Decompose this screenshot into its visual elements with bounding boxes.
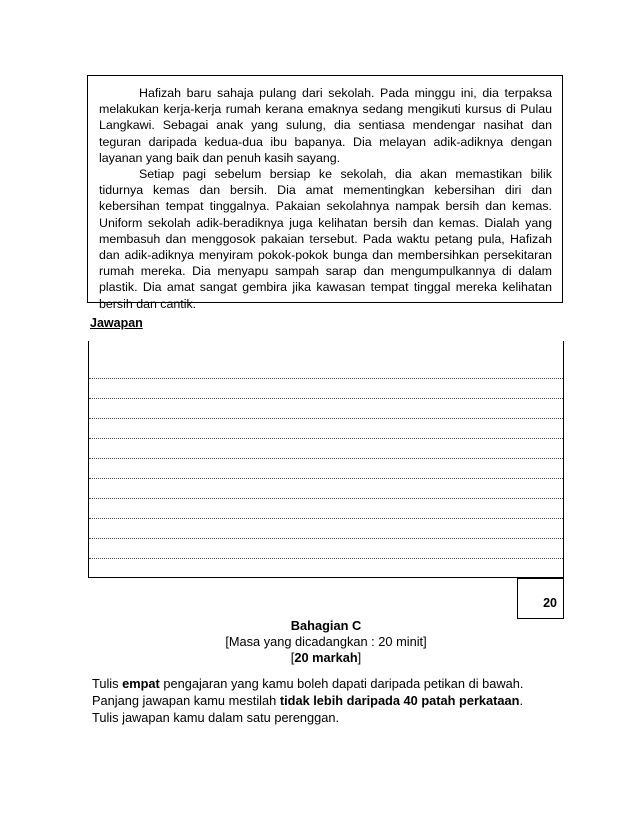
answer-line xyxy=(89,458,563,459)
section-marks-open: [ xyxy=(290,650,295,665)
section-marks-close: ] xyxy=(357,650,362,665)
answer-line xyxy=(89,418,563,419)
answer-line xyxy=(89,498,563,499)
instruction-2-emphasis: tidak lebih daripada 40 patah perkataan xyxy=(279,693,520,708)
passage-paragraph-1: Hafizah baru sahaja pulang dari sekolah. Pada minggu ini, dia terpaksa melakukan kerja-kerja rumah kerana emaknya sedang mengikuti kursus di Pulau Langkawi. Sebagai anak yang sulung, dia sentiasa mendengar nasihat dan teguran daripada kedua-dua ibu bapanya. Dia melayan adik-adiknya dengan layanan yang baik dan penuh kasih sayang. xyxy=(99,86,552,165)
answer-line xyxy=(89,398,563,399)
instruction-line-2 xyxy=(92,692,562,709)
instruction-2-text-end: . xyxy=(519,693,524,708)
section-time: [Masa yang dicadangkan : 20 minit] xyxy=(225,634,427,649)
marks-box xyxy=(517,578,564,619)
instructions xyxy=(92,675,562,726)
instruction-1-text: Tulis xyxy=(92,676,123,691)
answer-line xyxy=(89,438,563,439)
section-header xyxy=(88,618,564,666)
answer-line xyxy=(89,378,563,379)
passage-box xyxy=(87,75,563,311)
answer-line xyxy=(89,558,563,559)
answer-bottom-rule xyxy=(89,577,563,578)
instruction-1-emphasis: empat xyxy=(122,676,160,691)
answer-area[interactable] xyxy=(88,341,564,578)
answer-line xyxy=(89,478,563,479)
answer-label: Jawapan xyxy=(90,316,143,330)
section-marks-value: 20 markah xyxy=(294,650,358,665)
answer-line xyxy=(89,538,563,539)
passage-paragraph-2: Setiap pagi sebelum bersiap ke sekolah, dia akan memastikan bilik tidurnya kemas dan bersih. Dia amat mementingkan kebersihan diri dan kebersihan tempat tinggalnya. Pakaian sekolahnya nampak bersih dan kemas. Uniform sekolah adik-beradiknya juga kelihatan bersih dan kemas. Dialah yang membasuh dan menggosok pakaian tersebut. Pada waktu petang pula, Hafizah dan adik-adiknya menyiram pokok-pokok bunga dan membersihkan persekitaran rumah mereka. Dia menyapu sampah sarap dan mengumpulkannya di dalam plastik. Dia amat sangat gembira jika kawasan tempat tinggal mereka kelihatan bersih dan cantik. xyxy=(99,167,552,311)
section-title: Bahagian C xyxy=(290,618,362,633)
instruction-1-text-end: pengajaran yang kamu boleh dapati daripada petikan di bawah. xyxy=(159,676,524,691)
answer-line xyxy=(89,518,563,519)
instruction-line-1 xyxy=(92,675,562,692)
instruction-2-text: Panjang jawapan kamu mestilah xyxy=(92,693,280,708)
marks-value: 20 xyxy=(543,595,557,610)
section-marks xyxy=(88,650,564,666)
instruction-line-3: Tulis jawapan kamu dalam satu perenggan. xyxy=(92,710,340,725)
